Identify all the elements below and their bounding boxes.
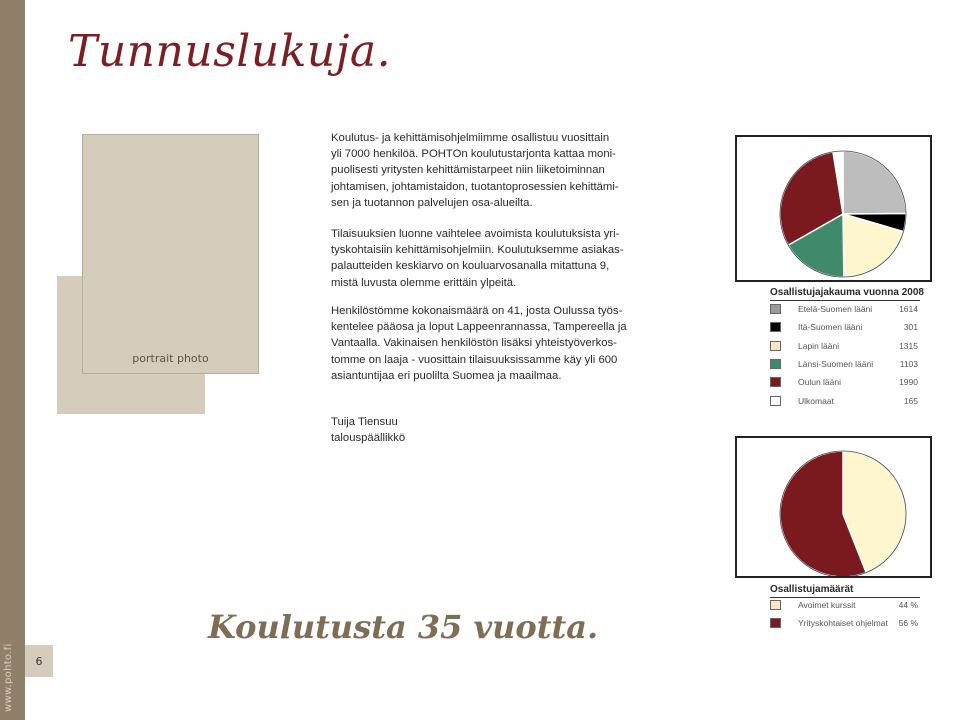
legend-divider-1	[770, 300, 920, 301]
legend-row	[770, 618, 920, 630]
legend-label: Etelä-Suomen lääni	[798, 304, 873, 314]
legend-swatch	[770, 618, 781, 628]
legend-row	[770, 341, 920, 353]
text-line: palautteiden keskiarvo on kouluarvosanalla mitattuna 9,	[331, 260, 610, 273]
legend-label: Länsi-Suomen lääni	[798, 358, 874, 369]
paragraph-3	[331, 303, 631, 384]
text-line: Henkilöstömme kokonaismäärä on 41, josta Oulussa työs-	[331, 305, 623, 317]
legend-label: Lapin lääni	[798, 340, 840, 351]
legend-row	[770, 304, 920, 316]
legend-row	[770, 359, 920, 371]
pie-chart-1	[737, 137, 930, 280]
legend-label: Ulkomaat	[798, 395, 834, 406]
legend-swatch	[770, 322, 781, 332]
legend-label: Oulun lääni	[798, 377, 842, 388]
text-line: yli 7000 henkilöä. POHTOn koulutustarjonta kattaa moni-	[331, 148, 616, 161]
legend-row	[770, 322, 920, 334]
signature-block	[331, 414, 631, 446]
signer-name: Tuija Tiensuu	[331, 416, 398, 428]
legend-value: 1614	[899, 304, 918, 314]
legend-value: 44 %	[898, 600, 918, 610]
text-line: tyskohtaisiin kehittämisohjelmiin. Koulutuksemme asiakas-	[331, 244, 624, 257]
text-line: tomme on laaja - vuosittain tilaisuuksissamme käy yli 600	[331, 353, 618, 366]
legend-divider-2	[770, 597, 920, 598]
paragraph-1	[331, 130, 631, 211]
text-line: Koulutus- ja kehittämisohjelmiimme osallistuu vuosittain	[331, 132, 610, 144]
portrait-photo	[82, 134, 259, 374]
pie-chart-2	[737, 438, 930, 576]
text-line: Tilaisuuksien luonne vaihtelee avoimista koulutuksista yri-	[331, 228, 620, 240]
legend-row	[770, 396, 920, 408]
side-bar	[0, 0, 25, 720]
legend-title-2: Osallistujamäärät	[770, 584, 854, 595]
text-line: asiantuntijaa eri puolilta Suomea ja maailmaa.	[331, 369, 562, 382]
legend-swatch	[770, 341, 781, 351]
side-url: www.pohto.fi	[3, 643, 14, 712]
legend-title-1: Osallistujajakauma vuonna 2008	[770, 287, 924, 298]
legend-label: Yrityskohtaiset ohjelmat	[798, 618, 888, 628]
text-line: sen ja tuotannon palvelujen osa-alueilta.	[331, 196, 533, 209]
page-title: Tunnuslukuja.	[68, 26, 392, 77]
paragraph-2	[331, 226, 631, 291]
legend-swatch	[770, 600, 781, 610]
legend-row	[770, 600, 920, 612]
pie-chart-panel-1	[735, 135, 932, 282]
text-line: Vantaalla. Vakinaisen henkilöstön lisäksi yhteistyöverkos-	[331, 337, 617, 350]
text-line: johtamisen, johtamistaidon, tuotantoprosessien kehittämi-	[331, 180, 619, 193]
slogan: Koulutusta 35 vuotta.	[208, 608, 599, 646]
pie-chart-panel-2	[735, 436, 932, 578]
text-line: mistä luvusta olemme erittäin ylpeitä.	[331, 276, 517, 289]
legend-swatch	[770, 359, 781, 369]
legend-swatch	[770, 396, 781, 406]
legend-value: 301	[903, 322, 918, 333]
pie-slice-0	[843, 151, 906, 214]
legend-row	[770, 377, 920, 389]
legend-label: Avoimet kurssit	[798, 600, 856, 610]
page-number: 6	[25, 645, 53, 677]
text-line: kentelee pääosa ja loput Lappeenrannassa, Tampereella ja	[331, 321, 627, 334]
photo-placeholder-label: portrait photo	[132, 352, 209, 365]
text-line: puolisesti yritysten kehittämistarpeet niin liiketoiminnan	[331, 164, 605, 177]
legend-swatch	[770, 377, 781, 387]
legend-value: 165	[903, 395, 918, 406]
legend-value: 56 %	[898, 618, 918, 628]
legend-value: 1990	[899, 377, 918, 388]
legend-label: Itä-Suomen lääni	[798, 322, 863, 333]
legend-value: 1315	[899, 340, 918, 351]
signer-title: talouspäällikkö	[331, 432, 406, 445]
legend-value: 1103	[899, 358, 918, 369]
legend-swatch	[770, 304, 781, 314]
